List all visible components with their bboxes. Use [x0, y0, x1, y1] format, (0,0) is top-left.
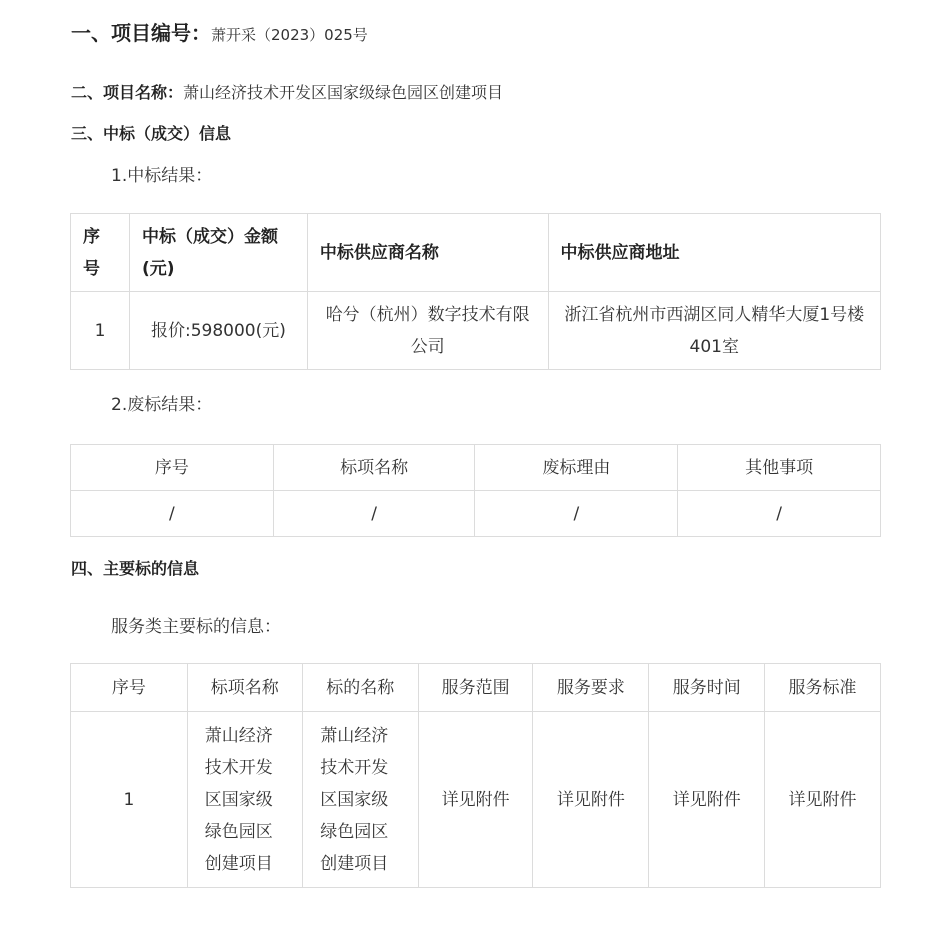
subject-name-cell — [302, 712, 418, 888]
lot-name: 萧山经济技术开发区国家级绿色园区创建项目 — [204, 725, 273, 874]
award-amount: 报价:598000(元) — [129, 292, 307, 370]
table-header-row — [71, 214, 881, 292]
award-result-table — [70, 213, 881, 370]
service-scope: 详见附件 — [418, 712, 533, 888]
row-number: 1 — [71, 292, 130, 370]
header-cell: 中标供应商名称 — [307, 214, 548, 292]
header-cell: 服务要求 — [533, 664, 649, 712]
table-header-row — [71, 445, 881, 491]
table-row — [71, 712, 881, 888]
main-subject-table — [70, 663, 881, 888]
header-cell: 废标理由 — [475, 445, 678, 491]
service-requirement: 详见附件 — [533, 712, 649, 888]
service-subject-subtitle: 服务类主要标的信息： — [111, 617, 281, 637]
header-cell: 中标（成交）金额(元) — [129, 214, 307, 292]
project-number-heading — [71, 17, 368, 46]
table-cell: / — [678, 491, 881, 537]
main-subject-heading: 四、主要标的信息 — [71, 559, 200, 578]
table-cell: / — [71, 491, 274, 537]
project-name-heading — [71, 80, 503, 103]
service-standard: 详见附件 — [765, 712, 881, 888]
header-cell: 服务时间 — [649, 664, 765, 712]
service-time: 详见附件 — [649, 712, 765, 888]
lot-name-cell — [187, 712, 302, 888]
header-cell: 服务范围 — [418, 664, 533, 712]
header-cell: 序号 — [71, 664, 188, 712]
subject-name: 萧山经济技术开发区国家级绿色园区创建项目 — [320, 725, 389, 874]
header-cell: 其他事项 — [678, 445, 881, 491]
table-row — [71, 491, 881, 537]
header-cell: 标的名称 — [302, 664, 418, 712]
row-number: 1 — [71, 712, 188, 888]
supplier-address: 浙江省杭州市西湖区同人精华大厦1号楼401室 — [548, 292, 880, 370]
failed-bid-subtitle: 2.废标结果： — [111, 395, 213, 415]
header-cell: 序号 — [71, 445, 274, 491]
project-name-value: 萧山经济技术开发区国家级绿色园区创建项目 — [183, 83, 504, 102]
header-cell: 中标供应商地址 — [548, 214, 880, 292]
header-cell: 序号 — [71, 214, 130, 292]
project-number-value: 萧开采（2023）025号 — [211, 26, 368, 44]
award-info-heading: 三、中标（成交）信息 — [71, 124, 232, 143]
header-cell: 标项名称 — [273, 445, 475, 491]
project-name-label: 二、项目名称： — [71, 83, 184, 102]
table-header-row — [71, 664, 881, 712]
table-row — [71, 292, 881, 370]
table-cell: / — [475, 491, 678, 537]
failed-bid-table — [70, 444, 881, 537]
award-result-subtitle: 1.中标结果： — [111, 166, 213, 186]
table-cell: / — [273, 491, 475, 537]
project-number-label: 一、项目编号： — [71, 21, 211, 45]
header-cell: 服务标准 — [765, 664, 881, 712]
supplier-name: 哈兮（杭州）数字技术有限公司 — [307, 292, 548, 370]
header-cell: 标项名称 — [187, 664, 302, 712]
